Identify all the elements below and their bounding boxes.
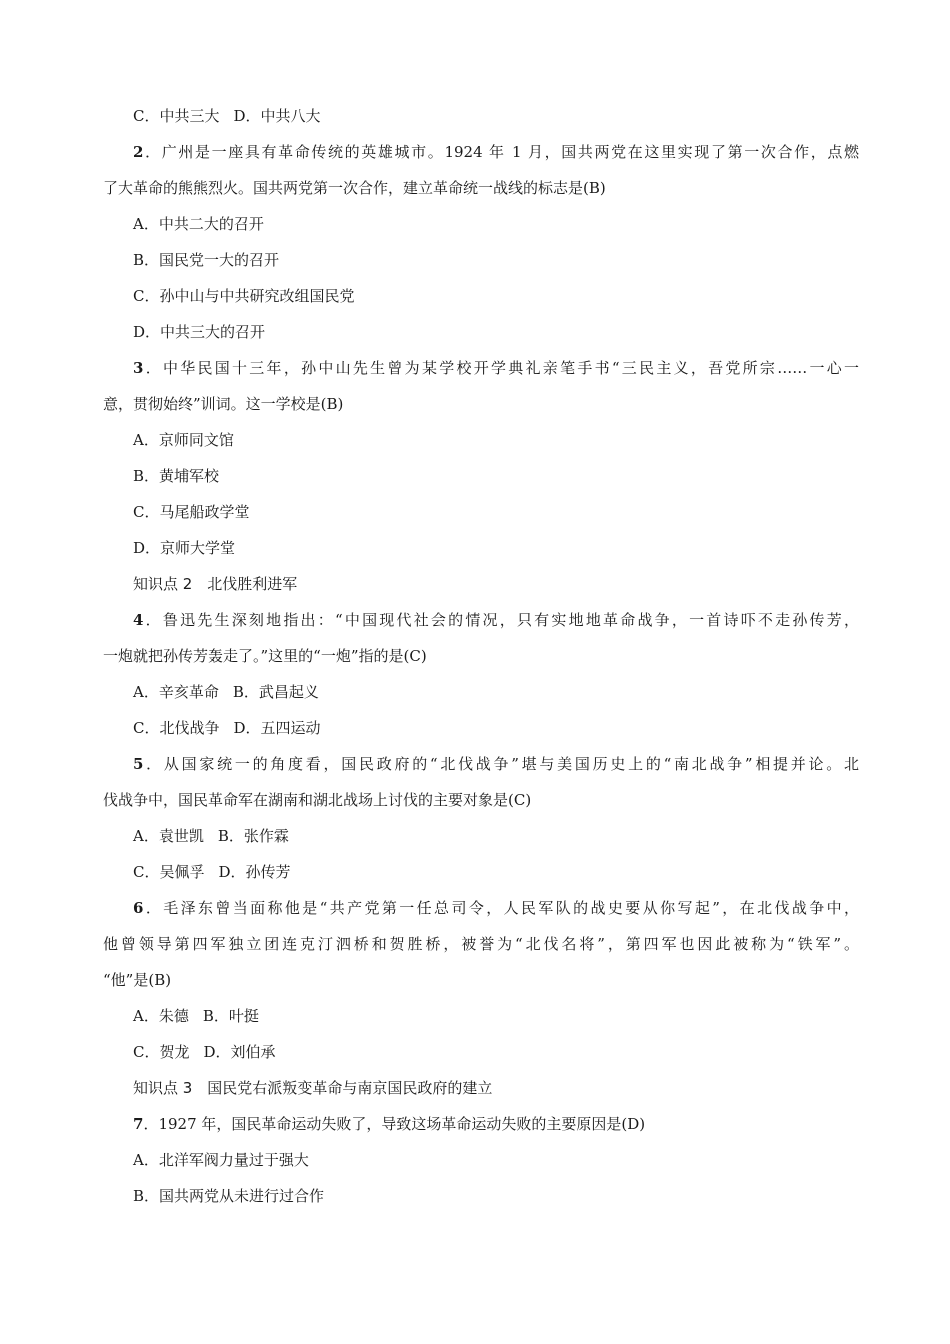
q2-stem-line2: 了大革命的熊熊烈火。国共两党第一次合作，建立革命统一战线的标志是(B) [103, 179, 606, 197]
q5-options-ab [103, 818, 859, 854]
q2-option-d: D．中共三大的召开 [133, 323, 266, 341]
q5-option-c: C．吴佩孚 [133, 863, 205, 881]
q1-options-cd [103, 98, 859, 134]
q3-option-a: A．京师同文馆 [133, 431, 234, 449]
q4-option-c: C．北伐战争 [133, 719, 220, 737]
q2-stem-line1: 2．广州是一座具有革命传统的英雄城市。1924 年 1 月，国共两党在这里实现了第一次合作，点燃 [133, 143, 859, 161]
q4-option-a: A．辛亥革命 [133, 683, 219, 701]
q3-number: 3 [133, 359, 144, 377]
q5-option-b: B．张作霖 [217, 827, 289, 845]
q7-option-a: A．北洋军阀力量过于强大 [133, 1151, 309, 1169]
q6-number: 6 [133, 899, 144, 917]
q5-stem-line1: 5．从国家统一的角度看，国民政府的“北伐战争”堪与美国历史上的“南北战争”相提并论。北 [133, 755, 859, 773]
section-heading-3: 知识点 3 国民党右派叛变革命与南京国民政府的建立 [133, 1079, 493, 1097]
q7-option-b: B．国共两党从未进行过合作 [133, 1187, 325, 1205]
q4-options-ab [103, 674, 859, 710]
q6-option-a: A．朱德 [133, 1007, 189, 1025]
q5-stem-line2: 伐战争中，国民革命军在湖南和湖北战场上讨伐的主要对象是(C) [103, 791, 532, 809]
q6-options-cd [103, 1034, 859, 1070]
q1-option-c: C．中共三大 [133, 107, 220, 125]
q6-stem-line2: 他曾领导第四军独立团连克汀泗桥和贺胜桥，被誉为“北伐名将”，第四军也因此被称为“铁军”。 [103, 935, 859, 953]
question-list [103, 98, 859, 1214]
q3-option-c: C．马尾船政学堂 [133, 503, 250, 521]
q6-options-ab [103, 998, 859, 1034]
q6-stem-line3: “他”是(B) [103, 971, 172, 989]
q4-stem-line1: 4．鲁迅先生深刻地指出：“中国现代社会的情况，只有实地地革命战争，一首诗吓不走孙传芳， [133, 611, 859, 629]
q4-stem-line2: 一炮就把孙传芳轰走了。”这里的“一炮”指的是(C) [103, 647, 427, 665]
q2-option-c: C．孙中山与中共研究改组国民党 [133, 287, 355, 305]
q3-option-b: B．黄埔军校 [133, 467, 220, 485]
q5-options-cd [103, 854, 859, 890]
q2-option-a: A．中共二大的召开 [133, 215, 264, 233]
q6-option-b: B．叶挺 [202, 1007, 259, 1025]
q2-number: 2 [133, 143, 144, 161]
q5-number: 5 [133, 755, 144, 773]
q4-options-cd [103, 710, 859, 746]
q4-number: 4 [133, 611, 144, 629]
q7-number: 7 [133, 1115, 144, 1133]
q6-option-d: D．刘伯承 [203, 1043, 276, 1061]
q6-stem-line1: 6．毛泽东曾当面称他是“共产党第一任总司令，人民军队的战史要从你写起”，在北伐战争中， [133, 899, 859, 917]
q1-option-d: D．中共八大 [233, 107, 321, 125]
q4-option-d: D．五四运动 [233, 719, 321, 737]
q3-stem-line2: 意，贯彻始终”训词。这一学校是(B) [103, 395, 344, 413]
q7-stem-line1: 7．1927 年，国民革命运动失败了，导致这场革命运动失败的主要原因是(D) [133, 1115, 646, 1133]
q5-option-a: A．袁世凯 [133, 827, 204, 845]
section-heading-2: 知识点 2 北伐胜利进军 [133, 575, 298, 593]
q2-option-b: B．国民党一大的召开 [133, 251, 280, 269]
q4-option-b: B．武昌起义 [232, 683, 319, 701]
q5-option-d: D．孙传芳 [218, 863, 291, 881]
q3-option-d: D．京师大学堂 [133, 539, 236, 557]
q6-option-c: C．贺龙 [133, 1043, 190, 1061]
q3-stem-line1: 3．中华民国十三年，孙中山先生曾为某学校开学典礼亲笔手书“三民主义，吾党所宗……一心一 [133, 359, 859, 377]
